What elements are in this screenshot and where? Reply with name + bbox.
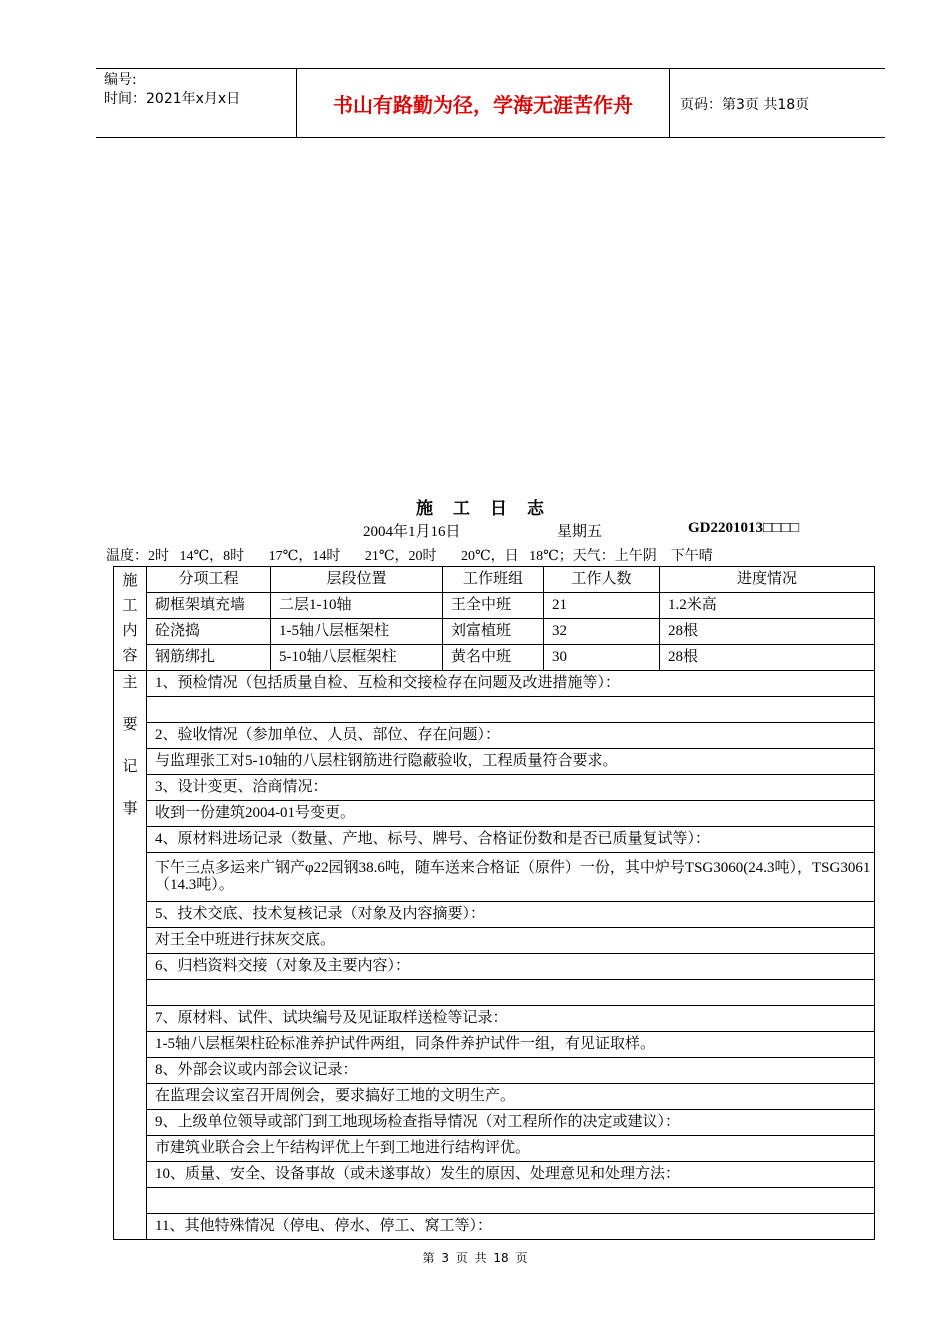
table-cell: 刘富植班 bbox=[443, 619, 544, 645]
header-page-info: 页码：第3页 共18页 bbox=[680, 97, 810, 113]
record-row bbox=[114, 749, 875, 775]
table-cell: 28根 bbox=[660, 619, 875, 645]
header-divider bbox=[669, 69, 670, 137]
record-line bbox=[147, 1188, 875, 1214]
record-line: 收到一份建筑2004-01号变更。 bbox=[147, 801, 875, 827]
record-row bbox=[114, 928, 875, 954]
page-header bbox=[96, 68, 885, 138]
column-header: 工作人数 bbox=[544, 567, 660, 593]
record-row bbox=[114, 1058, 875, 1084]
log-title: 施工日志 bbox=[416, 499, 564, 518]
construction-side-label: 施 工 内 容 bbox=[114, 567, 147, 671]
record-row bbox=[114, 902, 875, 928]
table-cell: 28根 bbox=[660, 645, 875, 671]
table-cell: 30 bbox=[544, 645, 660, 671]
header-motto: 书山有路勤为径，学海无涯苦作舟 bbox=[333, 93, 633, 117]
column-header: 进度情况 bbox=[660, 567, 875, 593]
table-cell: 砌框架填充墙 bbox=[147, 593, 271, 619]
log-code: GD2201013□□□□ bbox=[688, 520, 800, 536]
record-row bbox=[114, 1136, 875, 1162]
record-line bbox=[147, 980, 875, 1006]
page-footer: 第 3 页 共 18 页 bbox=[422, 1251, 528, 1265]
record-row bbox=[114, 697, 875, 723]
record-line: 5、技术交底、技术复核记录（对象及内容摘要）： bbox=[147, 902, 875, 928]
record-line: 10、质量、安全、设备事故（或未遂事故）发生的原因、处理意见和处理方法： bbox=[147, 1162, 875, 1188]
table-cell: 砼浇捣 bbox=[147, 619, 271, 645]
table-row bbox=[114, 645, 875, 671]
record-line: 2、验收情况（参加单位、人员、部位、存在问题）： bbox=[147, 723, 875, 749]
column-header: 层段位置 bbox=[271, 567, 443, 593]
record-row bbox=[114, 853, 875, 902]
log-weekday: 星期五 bbox=[557, 524, 603, 540]
record-line: 4、原材料进场记录（数量、产地、标号、牌号、合格证份数和是否已质量复试等）： bbox=[147, 827, 875, 853]
table-header-row bbox=[114, 567, 875, 593]
header-meta bbox=[104, 71, 240, 109]
column-header: 工作班组 bbox=[443, 567, 544, 593]
record-row bbox=[114, 827, 875, 853]
record-row bbox=[114, 723, 875, 749]
table-row bbox=[114, 619, 875, 645]
record-line bbox=[147, 697, 875, 723]
record-row bbox=[114, 1084, 875, 1110]
record-row bbox=[114, 1006, 875, 1032]
table-cell: 王全中班 bbox=[443, 593, 544, 619]
record-line: 1-5轴八层框架柱砼标准养护试件两组，同条件养护试件一组，有见证取样。 bbox=[147, 1032, 875, 1058]
code-label: 编号: bbox=[104, 72, 137, 88]
table-cell: 钢筋绑扎 bbox=[147, 645, 271, 671]
record-line: 9、上级单位领导或部门到工地现场检查指导情况（对工程所作的决定或建议）： bbox=[147, 1110, 875, 1136]
record-row bbox=[114, 1162, 875, 1188]
record-line: 与监理张工对5-10轴的八层柱钢筋进行隐蔽验收，工程质量符合要求。 bbox=[147, 749, 875, 775]
record-line: 6、归档资料交接（对象及主要内容）： bbox=[147, 954, 875, 980]
record-row bbox=[114, 775, 875, 801]
table-cell: 二层1-10轴 bbox=[271, 593, 443, 619]
time-label: 时间：2021年x月x日 bbox=[104, 91, 241, 107]
table-cell: 1-5轴八层框架柱 bbox=[271, 619, 443, 645]
record-line: 在监理会议室召开周例会，要求搞好工地的文明生产。 bbox=[147, 1084, 875, 1110]
record-line: 8、外部会议或内部会议记录： bbox=[147, 1058, 875, 1084]
record-line: 市建筑业联合会上午结构评优上午到工地进行结构评优。 bbox=[147, 1136, 875, 1162]
record-line: 11、其他特殊情况（停电、停水、停工、窝工等）： bbox=[147, 1214, 875, 1240]
record-line: 下午三点多运来广钢产φ22园钢38.6吨，随车送来合格证（原件）一份，其中炉号TSG3060(24.3吨），TSG3061（14.3吨）。 bbox=[147, 853, 875, 902]
record-row bbox=[114, 1188, 875, 1214]
record-line: 1、预检情况（包括质量自检、互检和交接检存在问题及改进措施等）： bbox=[147, 671, 875, 697]
table-cell: 1.2米高 bbox=[660, 593, 875, 619]
record-row bbox=[114, 954, 875, 980]
table-cell: 5-10轴八层框架柱 bbox=[271, 645, 443, 671]
record-line: 对王全中班进行抹灰交底。 bbox=[147, 928, 875, 954]
log-date: 2004年1月16日 bbox=[363, 524, 461, 540]
record-row bbox=[114, 801, 875, 827]
record-row bbox=[114, 1214, 875, 1240]
table-row bbox=[114, 593, 875, 619]
construction-log-table bbox=[113, 566, 875, 1240]
column-header: 分项工程 bbox=[147, 567, 271, 593]
record-row bbox=[114, 1032, 875, 1058]
weather-line: 温度：2时 14℃，8时 17℃，14时 21℃，20时 20℃，日 18℃；天气：上午阴 下午晴 bbox=[106, 549, 713, 564]
main-records-side-label: 主 要 记 事 bbox=[114, 671, 147, 1240]
table-cell: 黄名中班 bbox=[443, 645, 544, 671]
table-cell: 32 bbox=[544, 619, 660, 645]
record-line: 7、原材料、试件、试块编号及见证取样送检等记录： bbox=[147, 1006, 875, 1032]
record-row bbox=[114, 980, 875, 1006]
record-line: 3、设计变更、洽商情况： bbox=[147, 775, 875, 801]
record-row bbox=[114, 1110, 875, 1136]
record-row bbox=[114, 671, 875, 697]
table-cell: 21 bbox=[544, 593, 660, 619]
